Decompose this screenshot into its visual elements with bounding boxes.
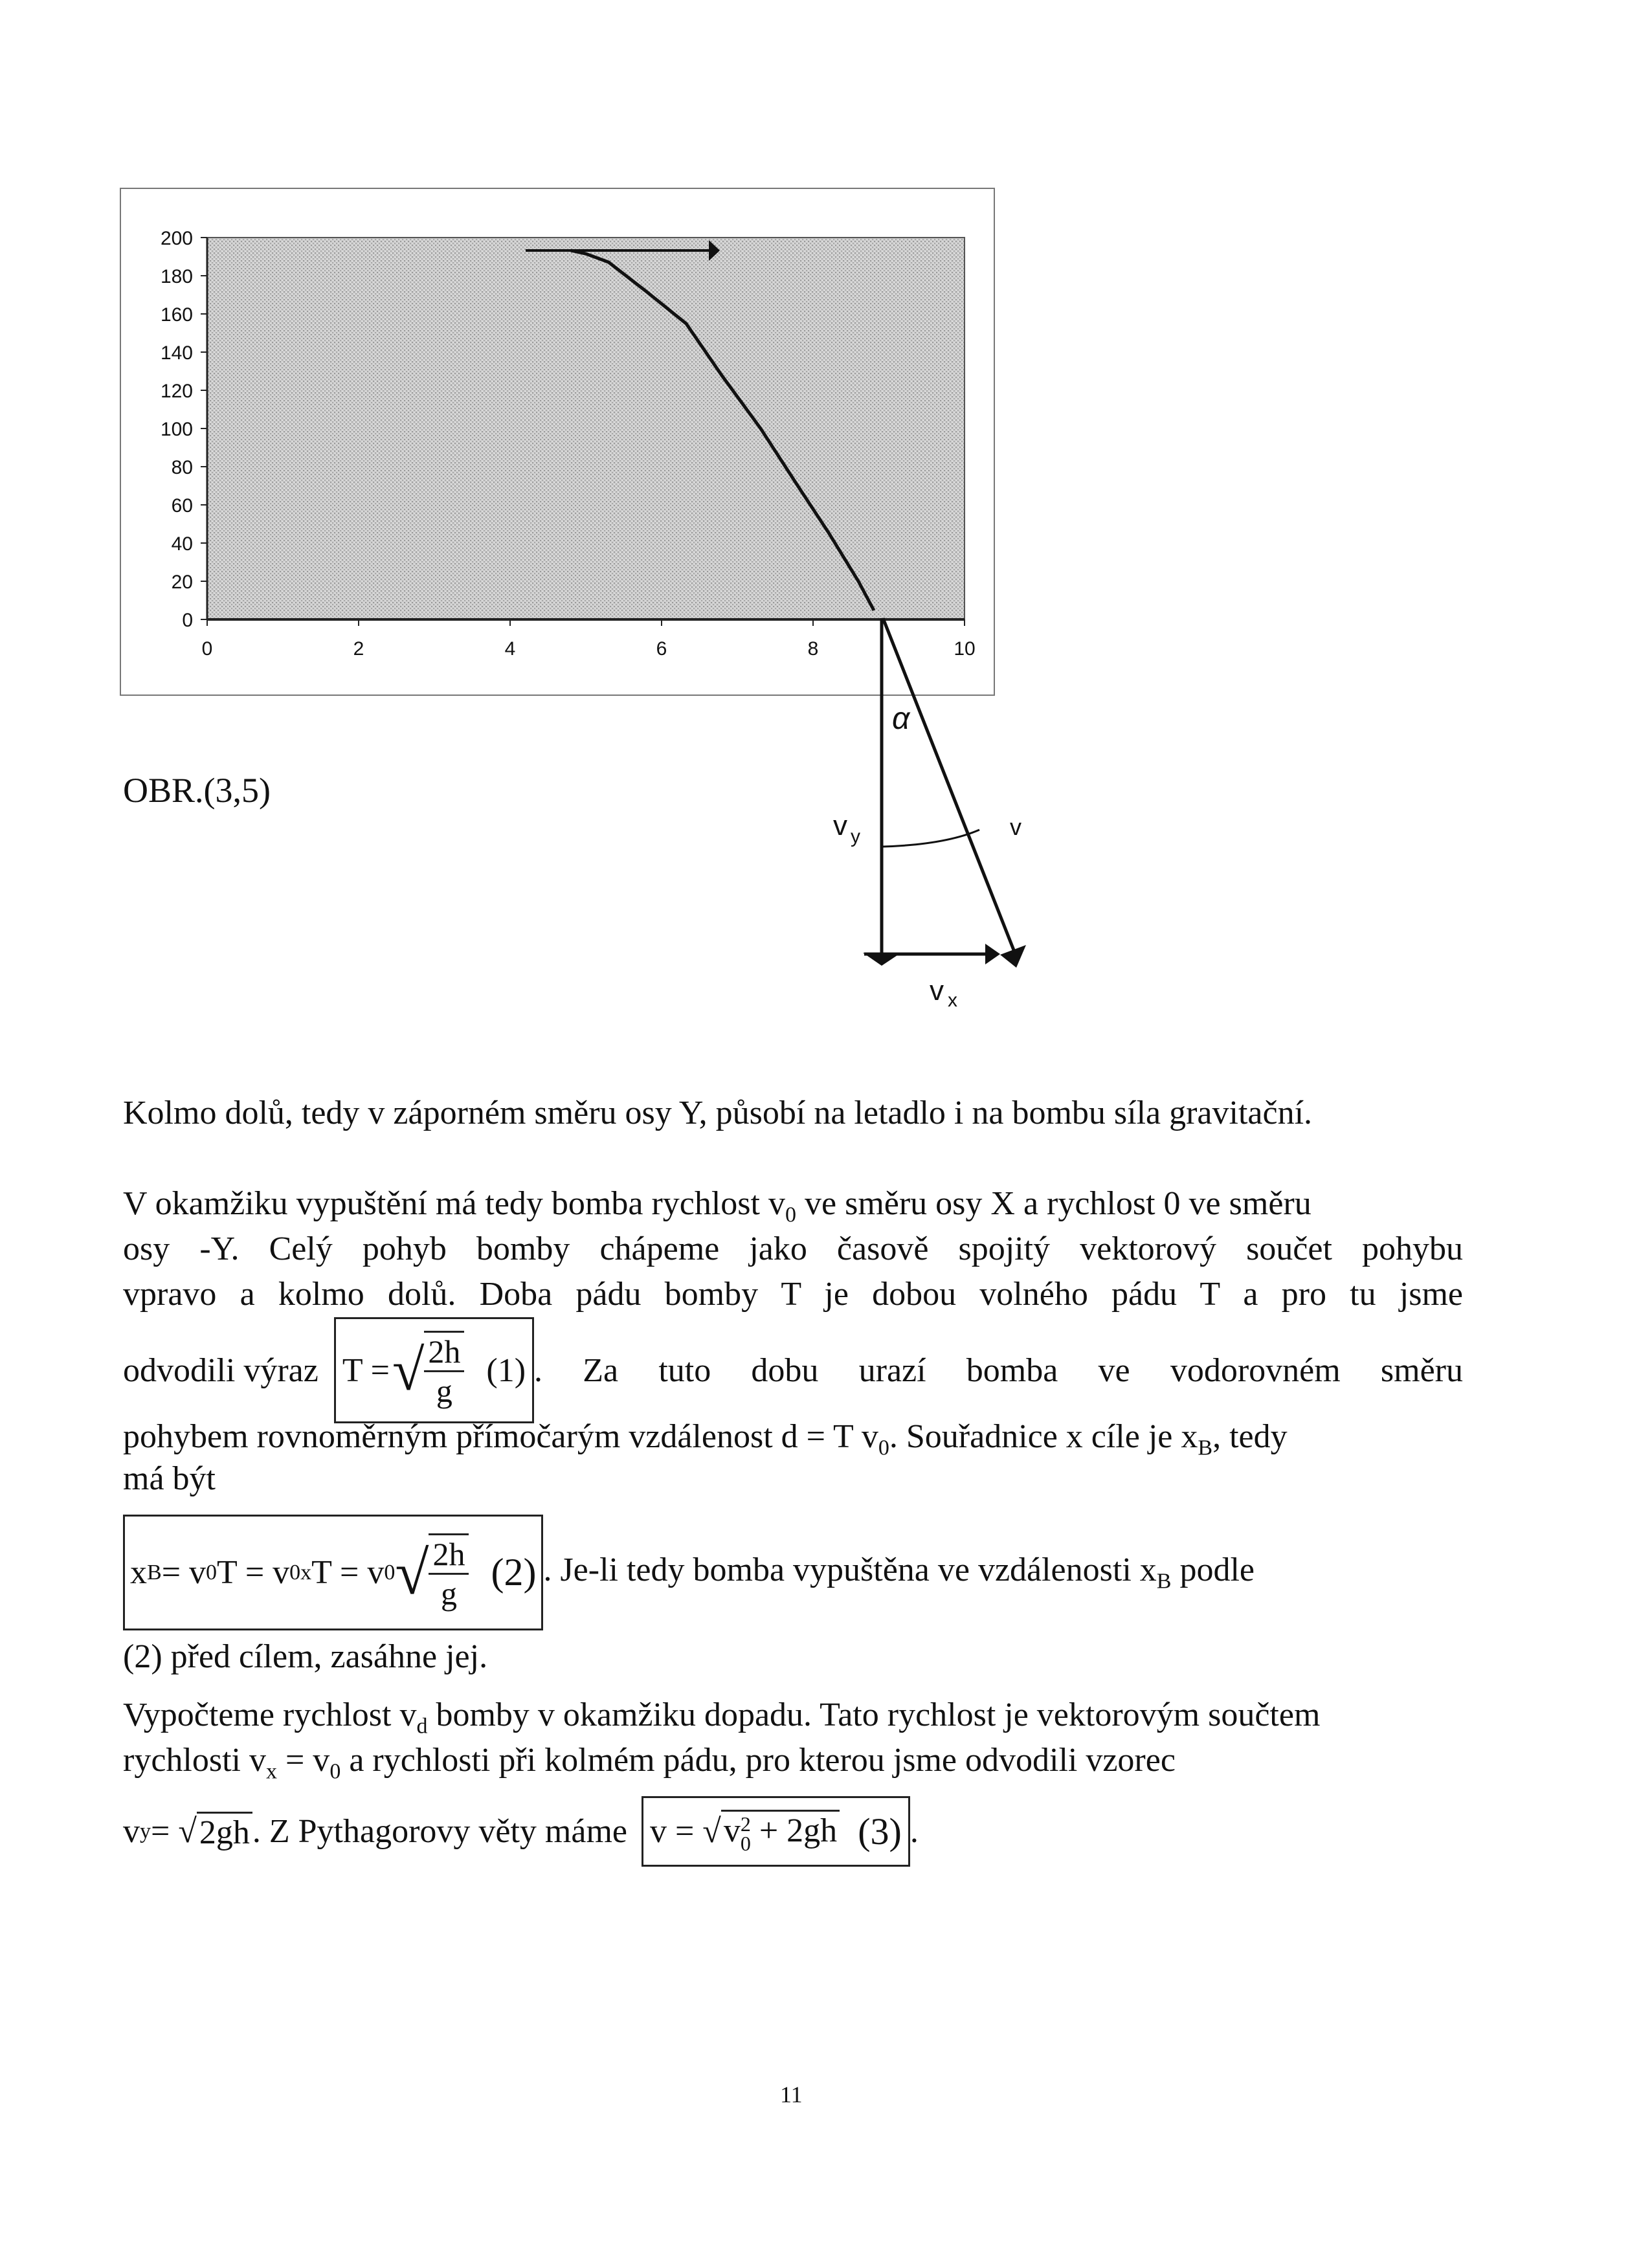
svg-text:60: 60 bbox=[171, 495, 193, 517]
equation-1-box: T = √ $\frac{2h}{g}$ (1) bbox=[334, 1317, 534, 1423]
vy-label: v bbox=[833, 810, 847, 841]
svg-text:2: 2 bbox=[353, 638, 364, 660]
svg-text:140: 140 bbox=[160, 342, 193, 364]
svg-text:40: 40 bbox=[171, 533, 193, 555]
paragraph-2-line-4: odvodili výraz T = √ $\frac{2h}{g}$ (1) . Za tuto dobu urazí bomba ve vodorovném směru bbox=[123, 1317, 1463, 1423]
paragraph-2-line-2: osy -Y. Celý pohyb bomby chápeme jako časově spojitý vektorový součet pohybu bbox=[123, 1230, 1463, 1267]
paragraph-4-line-3: v y = √ 2gh . Z Pythagorovy věty máme v = √ v 2 0 + 2gh (3) . bbox=[123, 1796, 1463, 1867]
svg-text:20: 20 bbox=[171, 572, 193, 593]
equation-2-box: x B = v 0 T = v 0x T = v 0 √ $\frac{2h}{g}$ (2) bbox=[123, 1515, 543, 1630]
svg-text:80: 80 bbox=[171, 457, 193, 478]
svg-text:0: 0 bbox=[201, 638, 213, 660]
eq1-fraction: $\frac{2h}{g}$ bbox=[424, 1331, 464, 1410]
svg-text:0: 0 bbox=[182, 610, 193, 631]
y-tick-labels bbox=[161, 228, 193, 631]
vx-sub-label: x bbox=[948, 990, 957, 1011]
figure-caption: OBR.(3,5) bbox=[123, 771, 271, 810]
paragraph-2-line-5: pohybem rovnoměrným přímočarým vzdálenost d = T $v_0$. Souřadnice x cíle je $x_B$, tedy bbox=[123, 1418, 1288, 1460]
svg-text:10: 10 bbox=[954, 638, 976, 660]
equation-3-box: v = √ v 2 0 + 2gh (3) bbox=[642, 1796, 910, 1867]
paragraph-2-line-3: vpravo a kolmo dolů. Doba pádu bomby T je dobou volného pádu T a pro tu jsme bbox=[123, 1276, 1463, 1313]
svg-text:100: 100 bbox=[160, 419, 193, 440]
svg-text:120: 120 bbox=[160, 381, 193, 402]
vy-sub-label: y bbox=[851, 826, 860, 847]
svg-text:4: 4 bbox=[504, 638, 516, 660]
vx-label: v bbox=[930, 975, 944, 1006]
svg-text:200: 200 bbox=[160, 228, 193, 249]
equation-2-line: x B = v 0 T = v 0x T = v 0 √ $\frac{2h}{g}$ (2) . Je-li tedy bomba vypuštěna ve vzdálenosti $x_B$ podle bbox=[123, 1515, 1463, 1630]
svg-text:160: 160 bbox=[160, 304, 193, 326]
svg-text:6: 6 bbox=[656, 638, 667, 660]
v-vector-line bbox=[883, 618, 1016, 957]
svg-text:8: 8 bbox=[807, 638, 819, 660]
svg-text:180: 180 bbox=[160, 266, 193, 287]
v-label: v bbox=[1010, 814, 1021, 840]
vx-arrow-head bbox=[985, 944, 1000, 964]
plot-area bbox=[207, 238, 965, 619]
eq2-fraction: $\frac{2h}{g}$ bbox=[429, 1533, 469, 1612]
x-tick-labels bbox=[202, 638, 976, 660]
page-number: 11 bbox=[780, 2082, 803, 2107]
angle-arc bbox=[883, 830, 979, 847]
paragraph-3-line-2: (2) před cílem, zasáhne jej. bbox=[123, 1638, 488, 1675]
paragraph-1: Kolmo dolů, tedy v záporném směru osy Y, působí na letadlo i na bombu síla gravitační. bbox=[123, 1095, 1313, 1131]
paragraph-2-line-6: má být bbox=[123, 1460, 216, 1497]
trajectory-chart bbox=[0, 0, 1652, 1036]
paragraph-4-line-2: rychlosti $v_x = v_0$ a rychlosti při kolmém pádu, pro kterou jsme odvodili vzorec bbox=[123, 1742, 1176, 1784]
paragraph-4-line-1: Vypočteme rychlost $v_d$ bomby v okamžiku dopadu. Tato rychlost je vektorovým součtem bbox=[123, 1696, 1321, 1739]
paragraph-2-line-1: V okamžiku vypuštění má tedy bomba rychlost $v_0$ ve směru osy X a rychlost 0 ve směru bbox=[123, 1185, 1312, 1227]
alpha-label: α bbox=[892, 702, 910, 736]
